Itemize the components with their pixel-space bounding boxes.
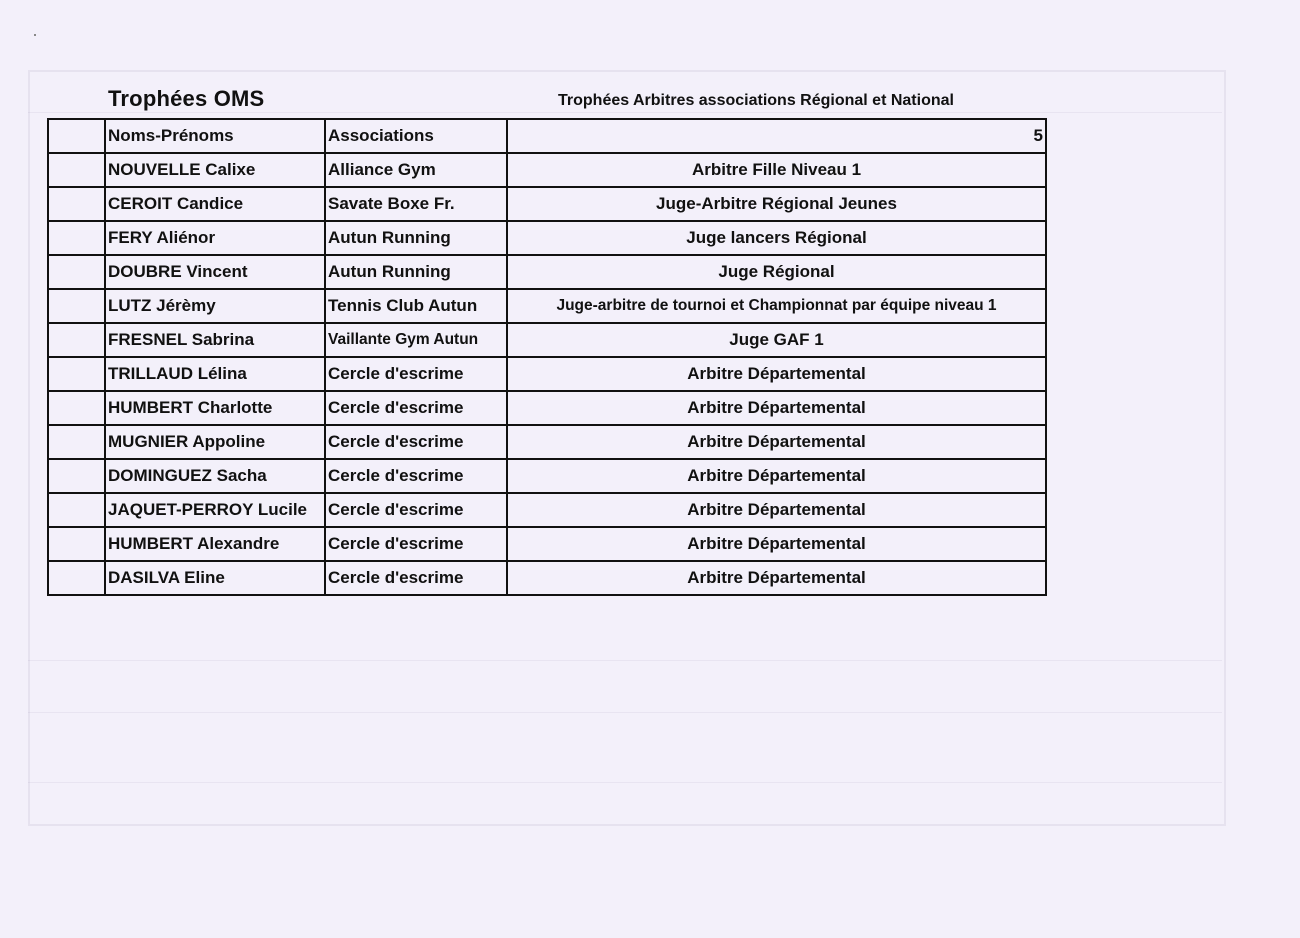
- association-cell: Autun Running: [325, 221, 507, 255]
- index-cell: [48, 323, 105, 357]
- table-row: [48, 357, 1046, 391]
- table-row: [48, 153, 1046, 187]
- name-cell: DOMINGUEZ Sacha: [105, 459, 325, 493]
- association-cell: Cercle d'escrime: [325, 357, 507, 391]
- scan-speck: [34, 34, 36, 36]
- name-cell: HUMBERT Charlotte: [105, 391, 325, 425]
- association-cell: Savate Boxe Fr.: [325, 187, 507, 221]
- index-cell: [48, 221, 105, 255]
- index-cell: [48, 255, 105, 289]
- name-cell: FERY Aliénor: [105, 221, 325, 255]
- name-cell: TRILLAUD Lélina: [105, 357, 325, 391]
- referee-title-cell: Arbitre Départemental: [507, 459, 1046, 493]
- association-cell: Vaillante Gym Autun: [325, 323, 507, 357]
- index-cell: [48, 459, 105, 493]
- page-title: Trophées OMS: [108, 86, 265, 111]
- referee-title-cell: Juge lancers Régional: [507, 221, 1046, 255]
- referee-title-cell: Juge GAF 1: [507, 323, 1046, 357]
- index-cell: [48, 357, 105, 391]
- referee-title-cell: Arbitre Départemental: [507, 493, 1046, 527]
- association-cell: Cercle d'escrime: [325, 527, 507, 561]
- table-row: [48, 323, 1046, 357]
- table-header-row: [48, 119, 1046, 153]
- referee-title-cell: Juge-arbitre de tournoi et Championnat par équipe niveau 1: [507, 289, 1046, 323]
- column-header-name: Noms-Prénoms: [105, 119, 325, 153]
- association-cell: Cercle d'escrime: [325, 425, 507, 459]
- table-row: [48, 289, 1046, 323]
- referee-title-cell: Arbitre Départemental: [507, 425, 1046, 459]
- table-row: [48, 561, 1046, 595]
- referee-title-cell: Arbitre Départemental: [507, 357, 1046, 391]
- table-row: [48, 391, 1046, 425]
- name-cell: NOUVELLE Calixe: [105, 153, 325, 187]
- index-cell: [48, 391, 105, 425]
- reverse-side-line: [28, 660, 1222, 661]
- name-cell: DASILVA Eline: [105, 561, 325, 595]
- name-cell: FRESNEL Sabrina: [105, 323, 325, 357]
- column-header-count: 5: [507, 119, 1046, 153]
- name-cell: MUGNIER Appoline: [105, 425, 325, 459]
- association-cell: Cercle d'escrime: [325, 493, 507, 527]
- name-cell: DOUBRE Vincent: [105, 255, 325, 289]
- referee-title-cell: Juge-Arbitre Régional Jeunes: [507, 187, 1046, 221]
- name-cell: CEROIT Candice: [105, 187, 325, 221]
- index-cell: [48, 153, 105, 187]
- index-cell: [48, 561, 105, 595]
- association-cell: Tennis Club Autun: [325, 289, 507, 323]
- reverse-side-line: [28, 782, 1222, 783]
- referee-title-cell: Arbitre Fille Niveau 1: [507, 153, 1046, 187]
- index-cell: [48, 425, 105, 459]
- association-cell: Alliance Gym: [325, 153, 507, 187]
- table-row: [48, 187, 1046, 221]
- index-cell: [48, 187, 105, 221]
- table-row: [48, 527, 1046, 561]
- name-cell: HUMBERT Alexandre: [105, 527, 325, 561]
- association-cell: Cercle d'escrime: [325, 561, 507, 595]
- referee-title-cell: Juge Régional: [507, 255, 1046, 289]
- referee-trophies-table: [47, 118, 1047, 596]
- column-header-association: Associations: [325, 119, 507, 153]
- table-row: [48, 255, 1046, 289]
- table-row: [48, 493, 1046, 527]
- association-cell: Autun Running: [325, 255, 507, 289]
- table-row: [48, 425, 1046, 459]
- table-row: [48, 221, 1046, 255]
- page-subtitle: Trophées Arbitres associations Régional et National: [558, 92, 954, 109]
- index-cell: [48, 289, 105, 323]
- association-cell: Cercle d'escrime: [325, 459, 507, 493]
- referee-title-cell: Arbitre Départemental: [507, 527, 1046, 561]
- name-cell: LUTZ Jérèmy: [105, 289, 325, 323]
- reverse-side-line: [28, 112, 1222, 113]
- name-cell: JAQUET-PERROY Lucile: [105, 493, 325, 527]
- table-row: [48, 459, 1046, 493]
- index-cell: [48, 493, 105, 527]
- referee-title-cell: Arbitre Départemental: [507, 391, 1046, 425]
- association-cell: Cercle d'escrime: [325, 391, 507, 425]
- referee-title-cell: Arbitre Départemental: [507, 561, 1046, 595]
- index-cell: [48, 119, 105, 153]
- index-cell: [48, 527, 105, 561]
- reverse-side-line: [28, 712, 1222, 713]
